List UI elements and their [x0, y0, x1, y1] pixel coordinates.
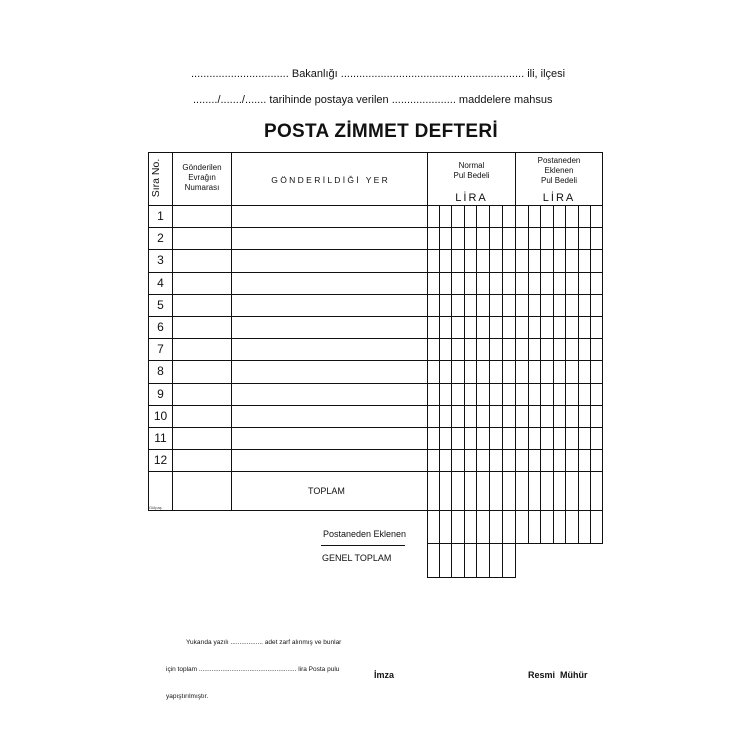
toplam-label: TOPLAM	[308, 486, 345, 496]
footer-note-line2: için toplam ...................................................... lira Posta pulu	[166, 666, 340, 673]
resmi-muhur-label: Resmi Mühür	[528, 670, 588, 680]
row-number: 7	[157, 342, 164, 357]
normal-lira-label: LİRA	[455, 192, 488, 204]
genel-toplam-label: GENEL TOPLAM	[322, 553, 392, 563]
table-frame	[149, 153, 603, 511]
gonderildigi-yer-header: G Ö N D E R İ L D İ Ğ İ Y E R	[271, 175, 388, 185]
imza-label: İmza	[374, 670, 395, 680]
sira-no-header: Sıra No.	[150, 158, 162, 198]
row-number: 11	[154, 431, 167, 445]
row-number: 4	[157, 275, 164, 290]
row-number: 3	[157, 253, 164, 268]
date-line: ......../......./....... tarihinde postaya verilen ..................... maddelere mahsus	[193, 94, 553, 106]
postaneden-pul-line3: Pul Bedeli	[540, 176, 578, 185]
postaneden-pul-line2: Eklenen	[544, 166, 574, 175]
evrak-no-line2: Evrağın	[188, 173, 216, 182]
footer-note-line1: Yukarıda yazılı .................. adet zarf alınmış ve bunlar	[186, 639, 342, 646]
row-number: 9	[157, 386, 164, 401]
row-number: 1	[157, 209, 164, 223]
postaneden-eklenen-label: Postaneden Eklenen	[323, 529, 407, 539]
evrak-no-header	[173, 163, 231, 193]
postaneden-pul-line1: Postaneden	[537, 156, 581, 165]
row-number: 12	[153, 453, 168, 468]
evrak-no-line1: Gönderilen	[182, 163, 222, 172]
normal-pul-line1: Normal	[458, 161, 485, 170]
evrak-no-line3: Numarası	[184, 183, 220, 192]
normal-pul-line2: Pul Bedeli	[453, 171, 490, 180]
row-number: 6	[157, 320, 164, 334]
printer-mark: Gülpaş	[149, 505, 162, 510]
postaneden-pul-header	[516, 156, 602, 186]
page-title: POSTA ZİMMET DEFTERİ	[264, 121, 498, 142]
normal-pul-header	[428, 161, 515, 181]
row-number: 5	[157, 297, 164, 312]
footer-note	[166, 620, 341, 710]
row-number: 8	[157, 364, 164, 379]
postaneden-lira-label: LİRA	[542, 192, 576, 204]
footer-note-line3: yapıştırılmıştır.	[166, 693, 209, 700]
row-number: 2	[157, 231, 164, 246]
row-number: 10	[153, 408, 168, 423]
ministry-line: ................................ Bakanlığı ............................................................ ili, ilçesi	[191, 68, 566, 80]
